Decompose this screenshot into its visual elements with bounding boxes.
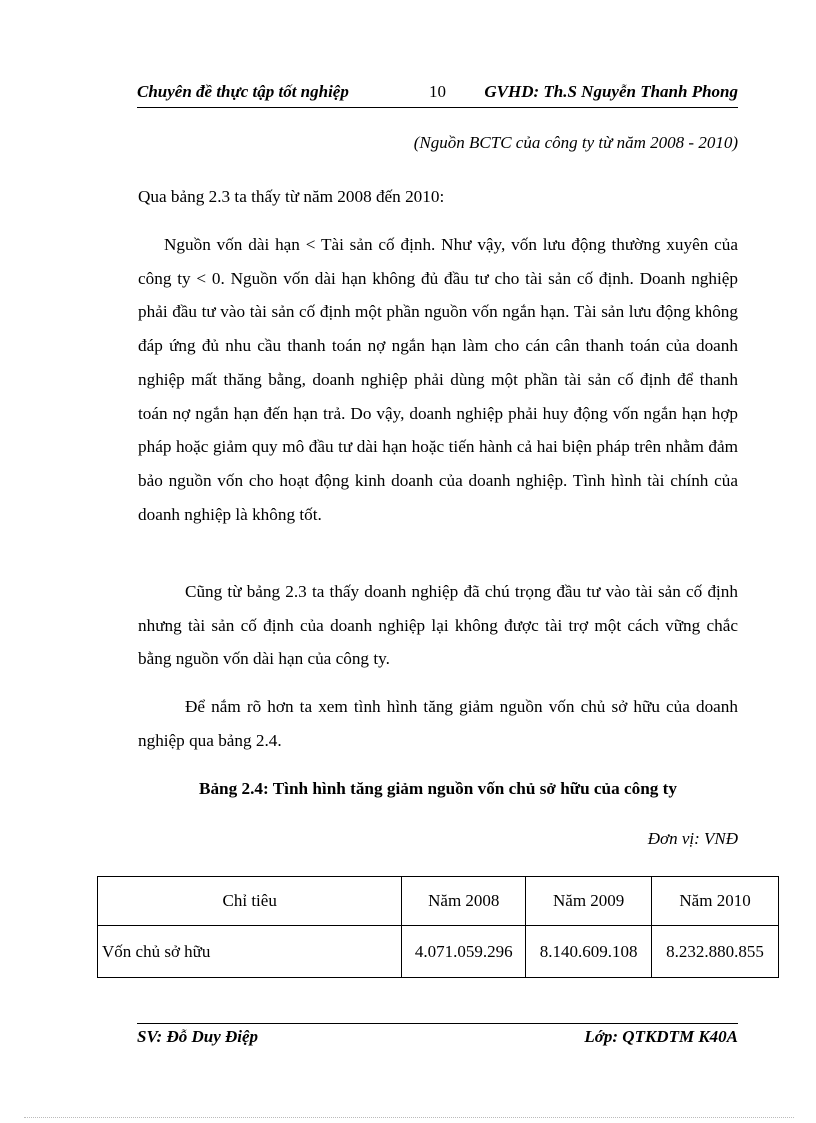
header-divider [137, 107, 738, 108]
table-header-cell: Năm 2010 [652, 877, 779, 926]
equity-table [97, 876, 779, 978]
paragraph-fixed-assets: Cũng từ bảng 2.3 ta thấy doanh nghiệp đã chú trọng đầu tư vào tài sản cố định nhưng tài sản cố định của doanh nghiệp lại không được tài trợ một cách vững chắc bằng nguồn vốn dài hạn của công ty. [138, 582, 738, 669]
footer-student: SV: Đỗ Duy Điệp [137, 1027, 259, 1046]
table-header-row [98, 877, 779, 926]
table-cell-value: 8.140.609.108 [526, 926, 652, 978]
paragraph-analysis: Nguồn vốn dài hạn < Tài sản cố định. Như vậy, vốn lưu động thường xuyên của công ty < 0. Nguồn vốn dài hạn không đủ đầu tư cho tài sản cố định. Doanh nghiệp phải đầu tư vào tài sản cố định một phần nguồn vốn ngắn hạn. Tài sản lưu động không đáp ứng đủ nhu cầu thanh toán nợ ngắn hạn làm cho cán cân thanh toán của doanh nghiệp mất thăng bằng, doanh nghiệp phải dùng một phần tài sản cố định để thanh toán nợ ngắn hạn đến hạn trả. Do vậy, doanh nghiệp phải huy động vốn ngắn hạn hợp pháp hoặc giảm quy mô đầu tư dài hạn hoặc tiến hành cả hai biện pháp trên nhằm đảm bảo nguồn vốn cho hoạt động kinh doanh của doanh nghiệp. Tình hình tài chính của doanh nghiệp là không tốt. [138, 235, 738, 524]
table-header-cell: Năm 2009 [526, 877, 652, 926]
header-supervisor: GVHD: Th.S Nguyễn Thanh Phong [484, 82, 738, 101]
table-cell-value: 8.232.880.855 [652, 926, 779, 978]
source-note: (Nguồn BCTC của công ty từ năm 2008 - 2010) [413, 133, 738, 152]
paragraph-table-ref: Để nắm rõ hơn ta xem tình hình tăng giảm nguồn vốn chủ sở hữu của doanh nghiệp qua bảng 2.4. [138, 697, 738, 750]
table-cell-value: 4.071.059.296 [402, 926, 526, 978]
table-unit: Đơn vị: VNĐ [647, 829, 738, 848]
table-cell-label: Vốn chủ sở hữu [98, 926, 402, 978]
table-row [98, 926, 779, 978]
table-header-cell: Năm 2008 [402, 877, 526, 926]
table-header-cell: Chỉ tiêu [98, 877, 402, 926]
page-number: 10 [429, 82, 446, 101]
page-footer [137, 1027, 738, 1051]
table-title: Bảng 2.4: Tình hình tăng giảm nguồn vốn chủ sở hữu của công ty [199, 779, 677, 798]
page-header [137, 82, 738, 106]
header-report-title: Chuyên đề thực tập tốt nghiệp [137, 82, 349, 101]
footer-class: Lớp: QTKDTM K40A [584, 1027, 738, 1046]
paragraph-intro: Qua bảng 2.3 ta thấy từ năm 2008 đến 2010: [138, 187, 445, 206]
page-edge [24, 1117, 794, 1118]
footer-divider [137, 1023, 738, 1024]
